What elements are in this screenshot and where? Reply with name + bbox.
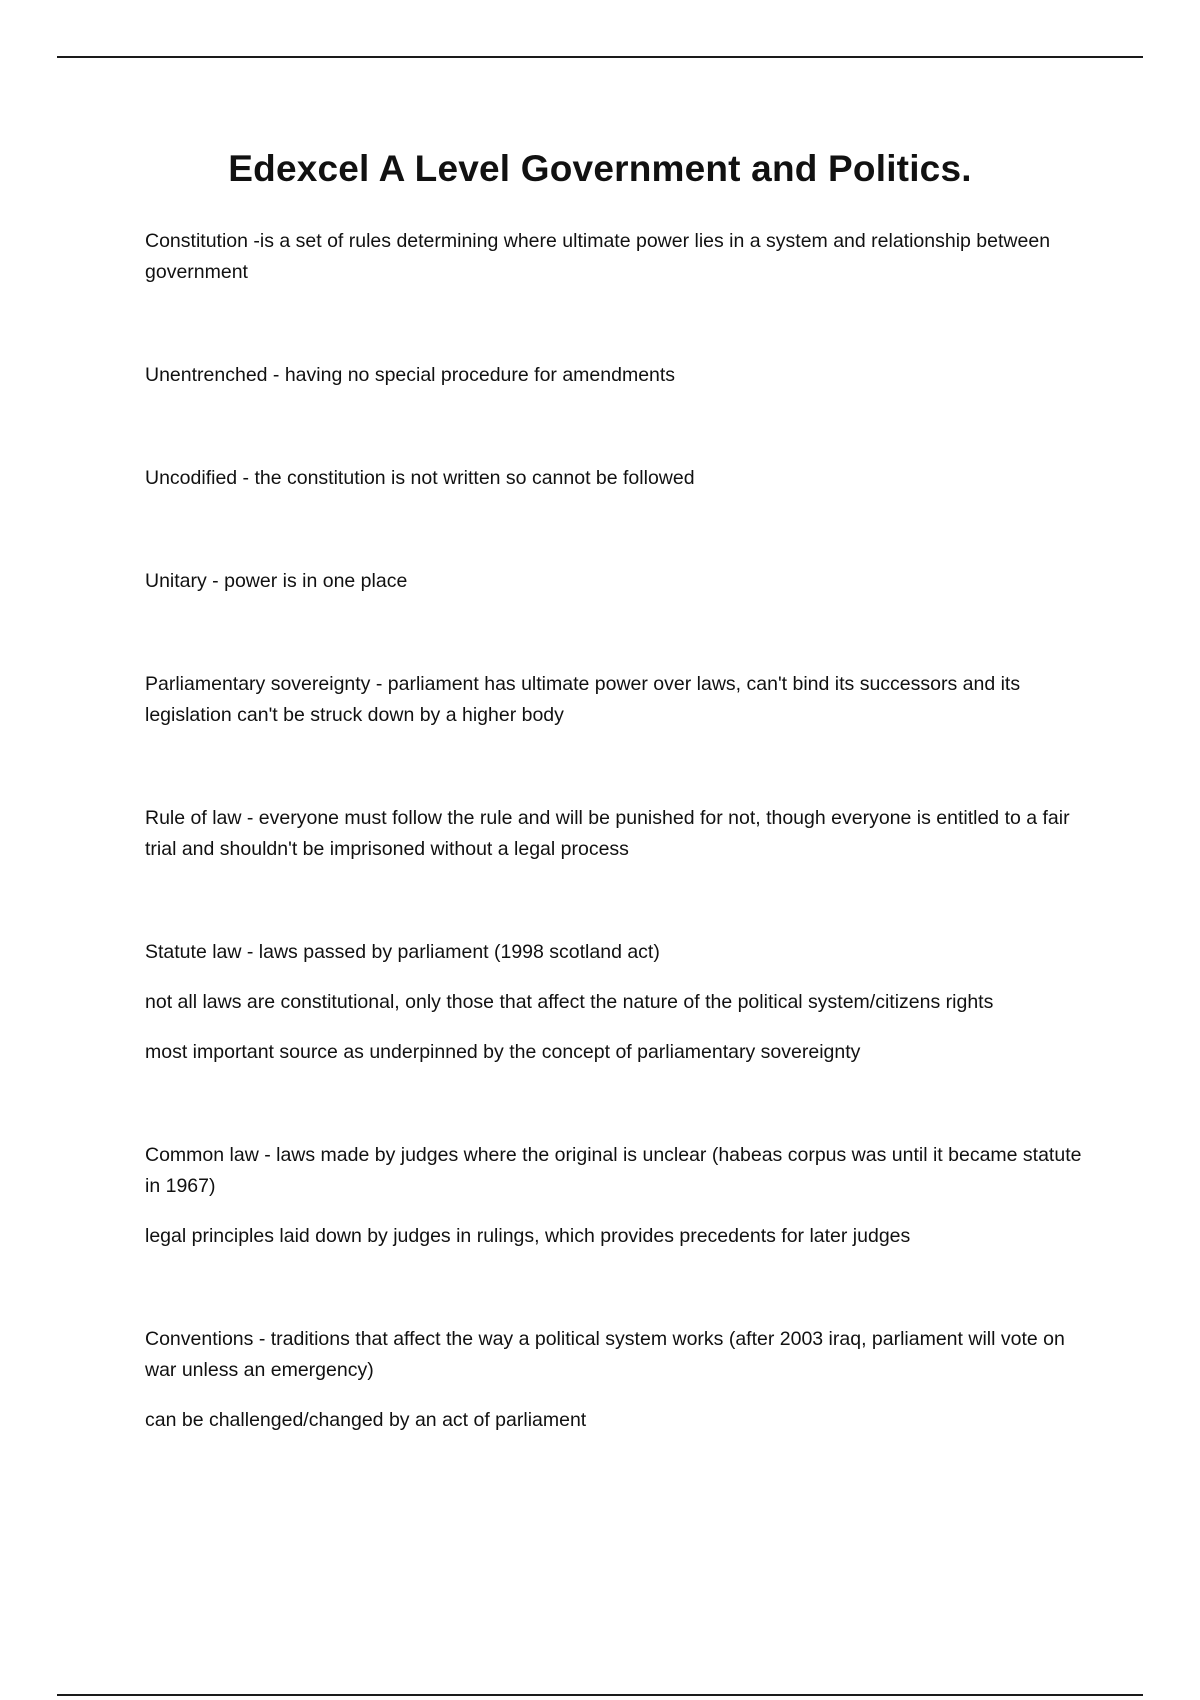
entry-constitution bbox=[145, 226, 1085, 288]
page-title: Edexcel A Level Government and Politics. bbox=[228, 148, 972, 189]
entry-unentrenched bbox=[145, 360, 1085, 391]
definition-text: Common law - laws made by judges where the original is unclear (habeas corpus was until it became statute in 1967) bbox=[145, 1144, 1082, 1197]
bottom-divider bbox=[57, 1694, 1143, 1696]
document-body bbox=[145, 226, 1085, 1508]
entry-parliamentary-sovereignty bbox=[145, 669, 1085, 731]
definition-text: Parliamentary sovereignty - parliament has ultimate power over laws, can't bind its successors and its legislation can't be struck down by a higher body bbox=[145, 673, 1021, 726]
entry-common-law bbox=[145, 1140, 1085, 1252]
note-text: most important source as underpinned by the concept of parliamentary sovereignty bbox=[145, 1041, 861, 1063]
note-text: not all laws are constitutional, only those that affect the nature of the political system/citizens rights bbox=[145, 991, 994, 1013]
entry-statute-law bbox=[145, 937, 1085, 1068]
definition-text: Constitution -is a set of rules determining where ultimate power lies in a system and relationship between government bbox=[145, 230, 1051, 283]
top-divider bbox=[57, 56, 1143, 58]
definition-text: Statute law - laws passed by parliament (1998 scotland act) bbox=[145, 941, 660, 963]
entry-rule-of-law bbox=[145, 803, 1085, 865]
note-text: legal principles laid down by judges in rulings, which provides precedents for later judges bbox=[145, 1225, 911, 1247]
note-text: can be challenged/changed by an act of parliament bbox=[145, 1409, 587, 1431]
definition-text: Uncodified - the constitution is not written so cannot be followed bbox=[145, 467, 695, 489]
entry-uncodified bbox=[145, 463, 1085, 494]
definition-text: Unitary - power is in one place bbox=[145, 570, 408, 592]
definition-text: Rule of law - everyone must follow the rule and will be punished for not, though everyone is entitled to a fair trial and shouldn't be imprisoned without a legal process bbox=[145, 807, 1070, 860]
definition-text: Unentrenched - having no special procedure for amendments bbox=[145, 364, 676, 386]
entry-conventions bbox=[145, 1324, 1085, 1436]
entry-unitary bbox=[145, 566, 1085, 597]
definition-text: Conventions - traditions that affect the way a political system works (after 2003 iraq, parliament will vote on war unless an emergency) bbox=[145, 1328, 1065, 1381]
